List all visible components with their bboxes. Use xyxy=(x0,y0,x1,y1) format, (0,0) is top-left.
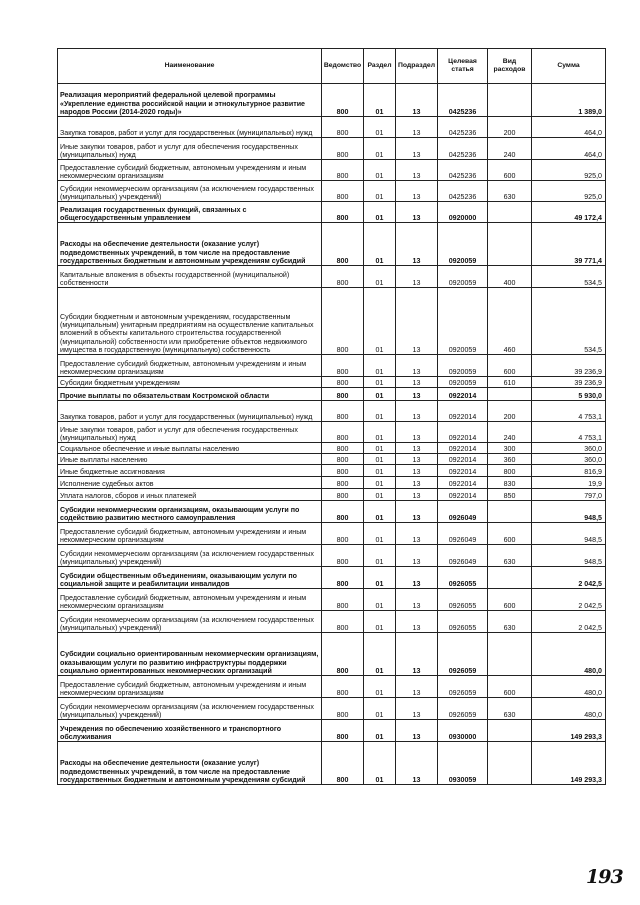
row-sum: 925,0 xyxy=(532,181,606,202)
row-expense-type xyxy=(488,501,532,523)
row-section: 01 xyxy=(364,477,396,489)
row-expense-type: 830 xyxy=(488,477,532,489)
row-department: 800 xyxy=(322,160,364,181)
row-target-article: 0922014 xyxy=(438,443,488,454)
col-header-department: Ведомство xyxy=(322,49,364,84)
row-subsection: 13 xyxy=(396,355,438,377)
row-section: 01 xyxy=(364,266,396,288)
row-department: 800 xyxy=(322,477,364,489)
row-sum: 2 042,5 xyxy=(532,611,606,633)
row-department: 800 xyxy=(322,138,364,160)
row-name: Предоставление субсидий бюджетным, автономным учреждениям и иным некоммерческим организациям xyxy=(58,160,322,181)
row-target-article: 0926055 xyxy=(438,611,488,633)
row-target-article: 0425236 xyxy=(438,181,488,202)
row-section: 01 xyxy=(364,633,396,676)
row-subsection: 13 xyxy=(396,117,438,138)
row-sum: 2 042,5 xyxy=(532,589,606,611)
row-department: 800 xyxy=(322,443,364,454)
row-name: Закупка товаров, работ и услуг для государственных (муниципальных) нужд xyxy=(58,401,322,422)
row-department: 800 xyxy=(322,720,364,742)
table-row xyxy=(58,545,606,567)
row-department: 800 xyxy=(322,202,364,223)
row-subsection: 13 xyxy=(396,589,438,611)
row-subsection: 13 xyxy=(396,160,438,181)
row-target-article: 0920059 xyxy=(438,355,488,377)
row-department: 800 xyxy=(322,422,364,443)
col-header-sum: Сумма xyxy=(532,49,606,84)
row-subsection: 13 xyxy=(396,181,438,202)
row-name: Расходы на обеспечение деятельности (оказание услуг) подведомственных учреждений, в том числе на предоставление государственных бюджетным и автономным учреждениям субсидий xyxy=(58,742,322,785)
row-department: 800 xyxy=(322,465,364,477)
table-row xyxy=(58,377,606,388)
row-target-article: 0922014 xyxy=(438,465,488,477)
row-expense-type: 360 xyxy=(488,454,532,465)
col-header-expense-type: Вид расходов xyxy=(488,49,532,84)
row-sum: 480,0 xyxy=(532,676,606,698)
row-sum: 534,5 xyxy=(532,288,606,355)
row-section: 01 xyxy=(364,611,396,633)
row-target-article: 0926059 xyxy=(438,676,488,698)
row-subsection: 13 xyxy=(396,567,438,589)
row-name: Предоставление субсидий бюджетным, автономным учреждениям и иным некоммерческим организациям xyxy=(58,676,322,698)
row-name: Прочие выплаты по обязательствам Костромской области xyxy=(58,388,322,401)
row-department: 800 xyxy=(322,181,364,202)
row-subsection: 13 xyxy=(396,477,438,489)
row-name: Субсидии бюджетным учреждениям xyxy=(58,377,322,388)
row-sum: 39 236,9 xyxy=(532,355,606,377)
row-target-article: 0926059 xyxy=(438,698,488,720)
row-subsection: 13 xyxy=(396,545,438,567)
row-sum: 2 042,5 xyxy=(532,567,606,589)
row-name: Иные бюджетные ассигнования xyxy=(58,465,322,477)
row-section: 01 xyxy=(364,501,396,523)
row-name: Иные закупки товаров, работ и услуг для обеспечения государственных (муниципальных) нужд xyxy=(58,422,322,443)
row-expense-type: 400 xyxy=(488,266,532,288)
row-department: 800 xyxy=(322,388,364,401)
row-section: 01 xyxy=(364,288,396,355)
row-target-article: 0920000 xyxy=(438,202,488,223)
row-section: 01 xyxy=(364,545,396,567)
row-section: 01 xyxy=(364,465,396,477)
row-section: 01 xyxy=(364,454,396,465)
row-section: 01 xyxy=(364,676,396,698)
row-expense-type: 600 xyxy=(488,523,532,545)
row-expense-type: 630 xyxy=(488,698,532,720)
row-name: Предоставление субсидий бюджетным, автономным учреждениям и иным некоммерческим организациям xyxy=(58,589,322,611)
row-subsection: 13 xyxy=(396,377,438,388)
row-target-article: 0926055 xyxy=(438,589,488,611)
table-row xyxy=(58,477,606,489)
row-subsection: 13 xyxy=(396,401,438,422)
row-subsection: 13 xyxy=(396,454,438,465)
row-name: Субсидии бюджетным и автономным учреждениям, государственным (муниципальным) унитарным предприятиям на осуществление капитальных вложений в объекты капитального строительства государственной (муниципальной) собственности или приобретение объектов недвижимого имущества в государственную (муниципальную) собственность xyxy=(58,288,322,355)
row-target-article: 0922014 xyxy=(438,422,488,443)
row-subsection: 13 xyxy=(396,742,438,785)
row-subsection: 13 xyxy=(396,501,438,523)
row-target-article: 0926055 xyxy=(438,567,488,589)
row-section: 01 xyxy=(364,355,396,377)
row-subsection: 13 xyxy=(396,489,438,501)
row-target-article: 0922014 xyxy=(438,454,488,465)
row-sum: 948,5 xyxy=(532,501,606,523)
table-row xyxy=(58,454,606,465)
row-section: 01 xyxy=(364,698,396,720)
row-sum: 49 172,4 xyxy=(532,202,606,223)
table-row xyxy=(58,181,606,202)
table-row xyxy=(58,589,606,611)
row-expense-type: 300 xyxy=(488,443,532,454)
row-name: Социальное обеспечение и иные выплаты населению xyxy=(58,443,322,454)
row-sum: 948,5 xyxy=(532,523,606,545)
row-target-article: 0425236 xyxy=(438,84,488,117)
row-subsection: 13 xyxy=(396,288,438,355)
row-department: 800 xyxy=(322,489,364,501)
row-sum: 1 389,0 xyxy=(532,84,606,117)
row-expense-type: 200 xyxy=(488,117,532,138)
row-expense-type xyxy=(488,720,532,742)
row-sum: 360,0 xyxy=(532,443,606,454)
row-subsection: 13 xyxy=(396,84,438,117)
row-section: 01 xyxy=(364,589,396,611)
row-department: 800 xyxy=(322,84,364,117)
table-row xyxy=(58,676,606,698)
table-row xyxy=(58,567,606,589)
row-expense-type: 600 xyxy=(488,160,532,181)
row-target-article: 0926049 xyxy=(438,545,488,567)
row-expense-type: 630 xyxy=(488,545,532,567)
row-target-article: 0920059 xyxy=(438,266,488,288)
row-expense-type: 240 xyxy=(488,422,532,443)
table-row xyxy=(58,523,606,545)
table-row xyxy=(58,401,606,422)
row-name: Субсидии некоммерческим организациям (за исключением государственных (муниципальных) учреждений) xyxy=(58,181,322,202)
row-name: Субсидии некоммерческим организациям (за исключением государственных (муниципальных) учреждений) xyxy=(58,611,322,633)
row-expense-type xyxy=(488,388,532,401)
row-name: Расходы на обеспечение деятельности (оказание услуг) подведомственных учреждений, в том числе на предоставление государственных бюджетным и автономным учреждениям субсидий xyxy=(58,223,322,266)
col-header-target-article: Целевая статья xyxy=(438,49,488,84)
row-section: 01 xyxy=(364,523,396,545)
row-name: Исполнение судебных актов xyxy=(58,477,322,489)
row-sum: 19,9 xyxy=(532,477,606,489)
table-row xyxy=(58,84,606,117)
row-name: Капитальные вложения в объекты государственной (муниципальной) собственности xyxy=(58,266,322,288)
row-sum: 149 293,3 xyxy=(532,720,606,742)
table-row xyxy=(58,465,606,477)
row-subsection: 13 xyxy=(396,523,438,545)
row-sum: 149 293,3 xyxy=(532,742,606,785)
table-row xyxy=(58,501,606,523)
row-name: Реализация государственных функций, связанных с общегосударственным управлением xyxy=(58,202,322,223)
budget-table xyxy=(57,48,606,785)
row-expense-type xyxy=(488,567,532,589)
row-subsection: 13 xyxy=(396,202,438,223)
row-expense-type: 460 xyxy=(488,288,532,355)
row-sum: 925,0 xyxy=(532,160,606,181)
row-expense-type: 850 xyxy=(488,489,532,501)
row-name: Предоставление субсидий бюджетным, автономным учреждениям и иным некоммерческим организациям xyxy=(58,355,322,377)
row-subsection: 13 xyxy=(396,138,438,160)
row-expense-type: 240 xyxy=(488,138,532,160)
row-expense-type: 600 xyxy=(488,676,532,698)
row-subsection: 13 xyxy=(396,698,438,720)
row-name: Субсидии некоммерческим организациям (за исключением государственных (муниципальных) учреждений) xyxy=(58,698,322,720)
row-section: 01 xyxy=(364,84,396,117)
row-section: 01 xyxy=(364,422,396,443)
table-row xyxy=(58,160,606,181)
row-expense-type: 200 xyxy=(488,401,532,422)
row-expense-type: 610 xyxy=(488,377,532,388)
col-header-section: Раздел xyxy=(364,49,396,84)
row-name: Субсидии общественным объединениям, оказывающим услуги по социальной защите и реабилитации инвалидов xyxy=(58,567,322,589)
row-sum: 480,0 xyxy=(532,698,606,720)
row-expense-type: 630 xyxy=(488,181,532,202)
row-section: 01 xyxy=(364,223,396,266)
row-department: 800 xyxy=(322,117,364,138)
row-subsection: 13 xyxy=(396,223,438,266)
row-sum: 464,0 xyxy=(532,138,606,160)
row-sum: 816,9 xyxy=(532,465,606,477)
row-name: Уплата налогов, сборов и иных платежей xyxy=(58,489,322,501)
row-section: 01 xyxy=(364,443,396,454)
row-department: 800 xyxy=(322,288,364,355)
row-department: 800 xyxy=(322,501,364,523)
header-row xyxy=(58,49,606,84)
row-target-article: 0922014 xyxy=(438,489,488,501)
row-department: 800 xyxy=(322,355,364,377)
row-expense-type xyxy=(488,223,532,266)
row-sum: 797,0 xyxy=(532,489,606,501)
table-row xyxy=(58,138,606,160)
row-name: Субсидии некоммерческим организациям, оказывающим услуги по содействию развитию местного самоуправления xyxy=(58,501,322,523)
row-target-article: 0922014 xyxy=(438,388,488,401)
row-sum: 948,5 xyxy=(532,545,606,567)
row-subsection: 13 xyxy=(396,266,438,288)
row-section: 01 xyxy=(364,160,396,181)
row-section: 01 xyxy=(364,117,396,138)
row-department: 800 xyxy=(322,223,364,266)
row-sum: 39 771,4 xyxy=(532,223,606,266)
row-name: Иные выплаты населению xyxy=(58,454,322,465)
row-target-article: 0920059 xyxy=(438,377,488,388)
table-row xyxy=(58,223,606,266)
row-target-article: 0920059 xyxy=(438,223,488,266)
col-header-subsection: Подраздел xyxy=(396,49,438,84)
row-sum: 5 930,0 xyxy=(532,388,606,401)
row-section: 01 xyxy=(364,567,396,589)
table-row xyxy=(58,742,606,785)
row-department: 800 xyxy=(322,698,364,720)
row-department: 800 xyxy=(322,523,364,545)
row-section: 01 xyxy=(364,742,396,785)
row-target-article: 0930000 xyxy=(438,720,488,742)
row-target-article: 0425236 xyxy=(438,117,488,138)
row-target-article: 0920059 xyxy=(438,288,488,355)
table-row xyxy=(58,266,606,288)
page-number: 193 xyxy=(586,866,623,888)
row-department: 800 xyxy=(322,377,364,388)
row-section: 01 xyxy=(364,401,396,422)
table-row xyxy=(58,117,606,138)
row-department: 800 xyxy=(322,611,364,633)
row-target-article: 0926049 xyxy=(438,523,488,545)
row-department: 800 xyxy=(322,589,364,611)
row-expense-type xyxy=(488,84,532,117)
table-row xyxy=(58,202,606,223)
row-sum: 464,0 xyxy=(532,117,606,138)
table-row xyxy=(58,489,606,501)
row-target-article: 0926059 xyxy=(438,633,488,676)
row-subsection: 13 xyxy=(396,633,438,676)
row-subsection: 13 xyxy=(396,676,438,698)
row-section: 01 xyxy=(364,181,396,202)
table-row xyxy=(58,422,606,443)
table-row xyxy=(58,288,606,355)
row-target-article: 0922014 xyxy=(438,477,488,489)
row-sum: 534,5 xyxy=(532,266,606,288)
row-department: 800 xyxy=(322,401,364,422)
table-row xyxy=(58,355,606,377)
table-row xyxy=(58,720,606,742)
col-header-name: Наименование xyxy=(58,49,322,84)
table-row xyxy=(58,443,606,454)
row-name: Субсидии некоммерческим организациям (за исключением государственных (муниципальных) учреждений) xyxy=(58,545,322,567)
row-expense-type: 600 xyxy=(488,589,532,611)
row-expense-type: 600 xyxy=(488,355,532,377)
row-sum: 4 753,1 xyxy=(532,401,606,422)
row-department: 800 xyxy=(322,567,364,589)
row-department: 800 xyxy=(322,633,364,676)
row-name: Учреждения по обеспечению хозяйственного и транспортного обслуживания xyxy=(58,720,322,742)
row-section: 01 xyxy=(364,720,396,742)
row-name: Закупка товаров, работ и услуг для государственных (муниципальных) нужд xyxy=(58,117,322,138)
row-name: Реализация мероприятий федеральной целевой программы «Укрепление единства российской нации и этнокультурное развитие народов России (2014-2020 годы)» xyxy=(58,84,322,117)
table-row xyxy=(58,388,606,401)
row-department: 800 xyxy=(322,676,364,698)
row-section: 01 xyxy=(364,388,396,401)
row-subsection: 13 xyxy=(396,422,438,443)
row-section: 01 xyxy=(364,489,396,501)
row-target-article: 0926049 xyxy=(438,501,488,523)
table-row xyxy=(58,633,606,676)
row-sum: 4 753,1 xyxy=(532,422,606,443)
row-section: 01 xyxy=(364,377,396,388)
row-subsection: 13 xyxy=(396,388,438,401)
row-expense-type xyxy=(488,742,532,785)
row-target-article: 0425236 xyxy=(438,138,488,160)
row-expense-type: 630 xyxy=(488,611,532,633)
table-row xyxy=(58,698,606,720)
row-sum: 360,0 xyxy=(532,454,606,465)
row-name: Субсидии социально ориентированным некоммерческим организациям, оказывающим услуги по развитию инфраструктуры поддержки социально ориентированных некоммерческих организаций xyxy=(58,633,322,676)
row-name: Предоставление субсидий бюджетным, автономным учреждениям и иным некоммерческим организациям xyxy=(58,523,322,545)
row-target-article: 0425236 xyxy=(438,160,488,181)
row-section: 01 xyxy=(364,138,396,160)
row-section: 01 xyxy=(364,202,396,223)
row-department: 800 xyxy=(322,742,364,785)
row-sum: 480,0 xyxy=(532,633,606,676)
row-department: 800 xyxy=(322,545,364,567)
row-subsection: 13 xyxy=(396,720,438,742)
row-expense-type xyxy=(488,633,532,676)
row-department: 800 xyxy=(322,454,364,465)
row-subsection: 13 xyxy=(396,443,438,454)
row-target-article: 0922014 xyxy=(438,401,488,422)
table-row xyxy=(58,611,606,633)
row-subsection: 13 xyxy=(396,465,438,477)
row-expense-type xyxy=(488,202,532,223)
row-subsection: 13 xyxy=(396,611,438,633)
row-target-article: 0930059 xyxy=(438,742,488,785)
row-department: 800 xyxy=(322,266,364,288)
row-expense-type: 800 xyxy=(488,465,532,477)
row-name: Иные закупки товаров, работ и услуг для обеспечения государственных (муниципальных) нужд xyxy=(58,138,322,160)
row-sum: 39 236,9 xyxy=(532,377,606,388)
